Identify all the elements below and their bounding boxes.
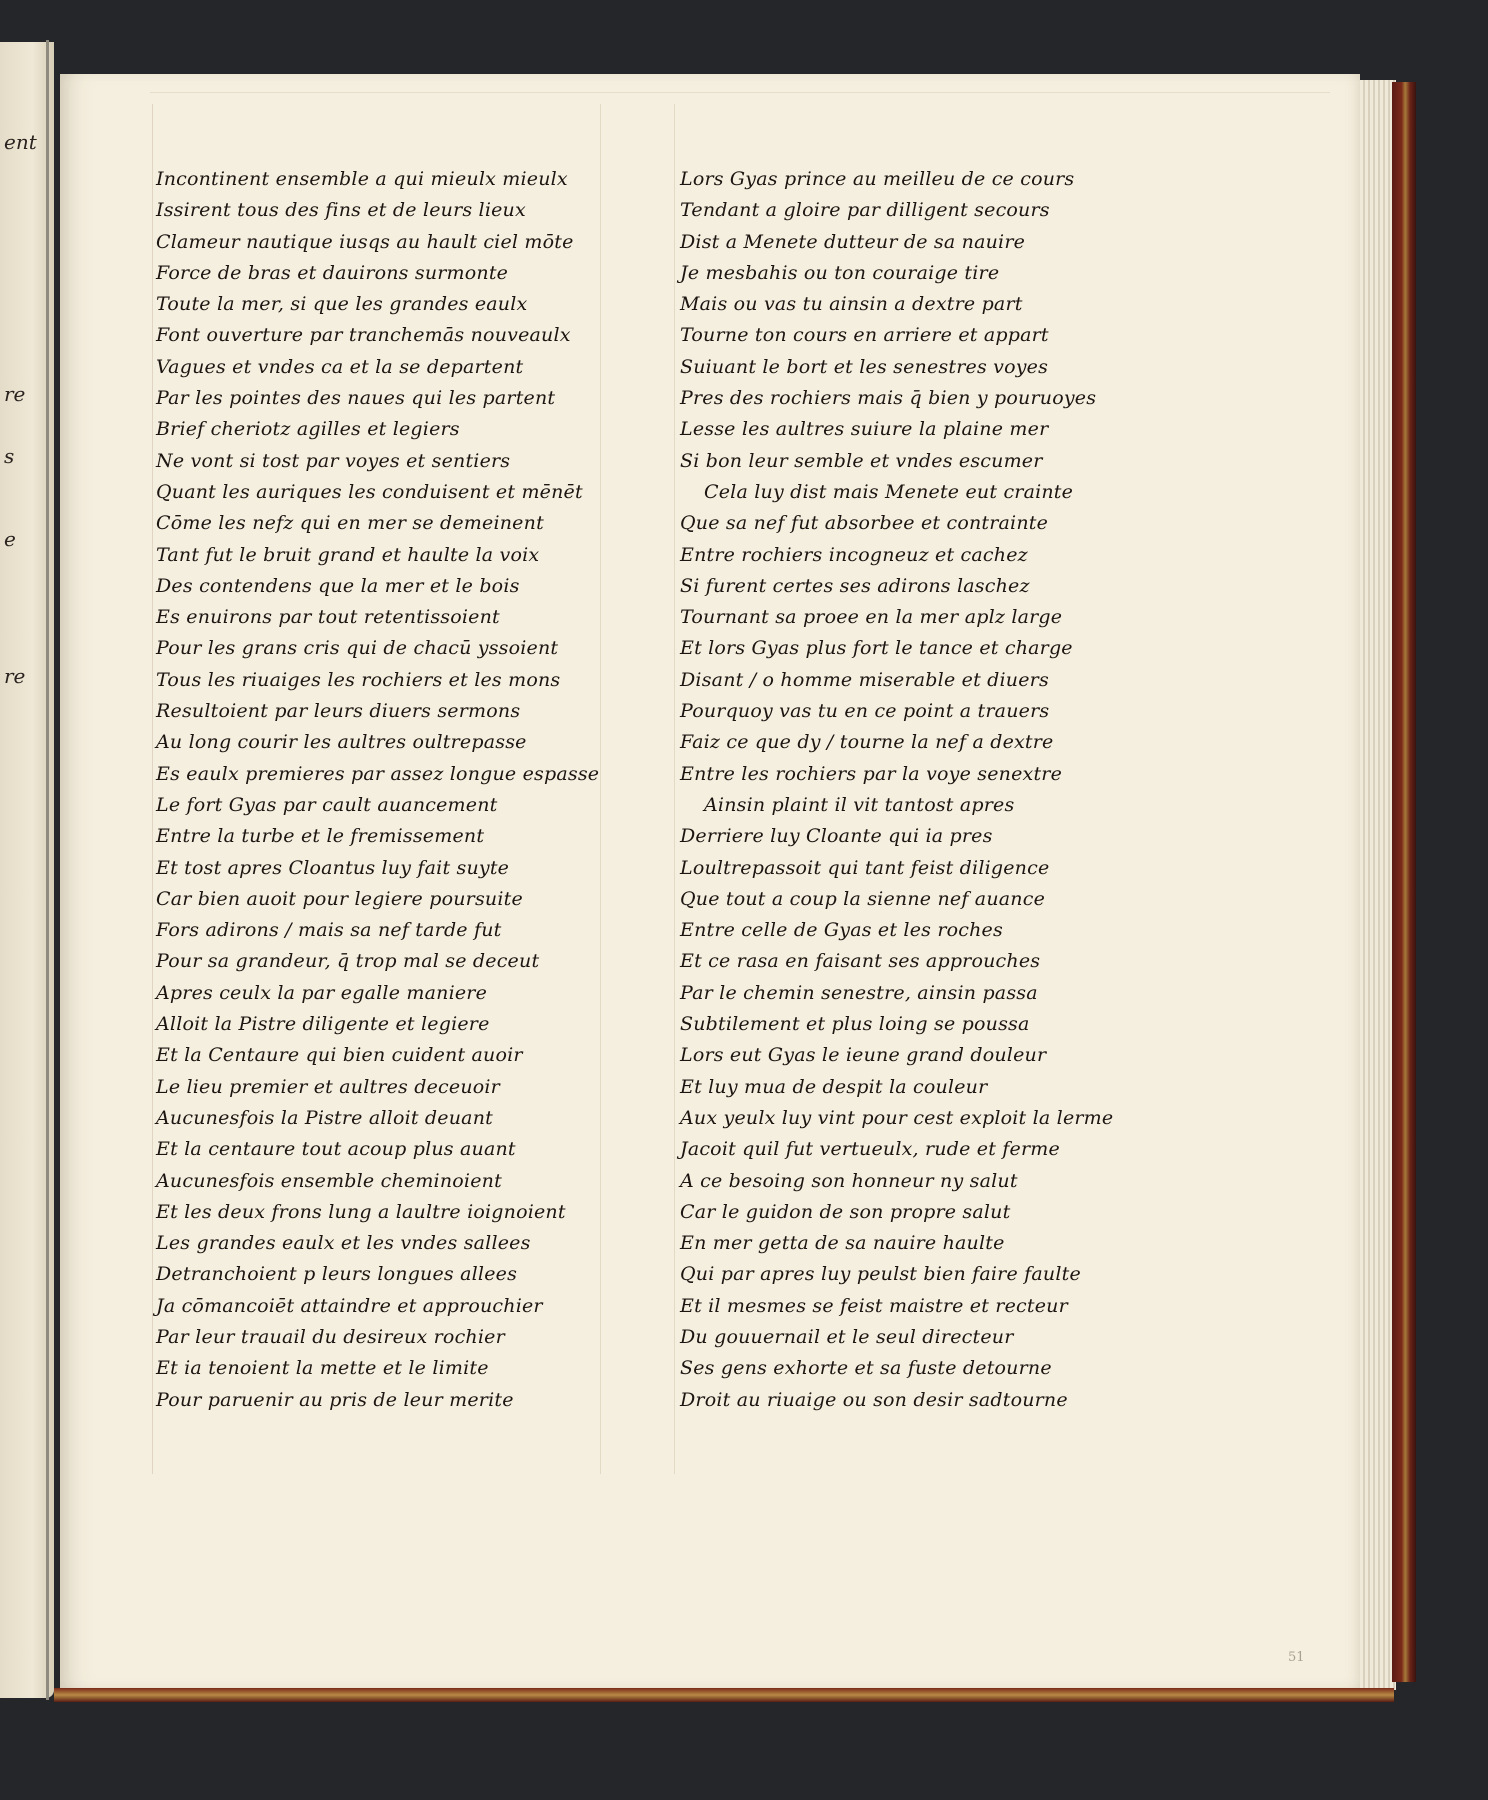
verse-line: Cela luy dist mais Menete eut crainte	[704, 480, 1074, 503]
verse-line: Tournant sa proee en la mer aplz large	[680, 606, 1063, 629]
page-stack-edge	[1360, 80, 1396, 1690]
verse-line: Et la Centaure qui bien cuident auoir	[156, 1044, 523, 1067]
verse-line: Par les pointes des naues qui les partent	[156, 387, 556, 410]
verse-line: Que tout a coup la sienne nef auance	[680, 887, 1046, 910]
verse-line: Qui par apres luy peulst bien faire faulte	[680, 1263, 1081, 1286]
facing-page-fragment: ent	[4, 130, 37, 154]
verse-line: A ce besoing son honneur ny salut	[680, 1169, 1018, 1192]
verse-line: Issirent tous des fins et de leurs lieux	[156, 199, 526, 222]
verse-line: Cōme les nefz qui en mer se demeinent	[156, 512, 544, 535]
verse-line: Lors eut Gyas le ieune grand douleur	[680, 1044, 1047, 1067]
verse-line: Alloit la Pistre diligente et legiere	[156, 1013, 490, 1036]
verse-line: Ainsin plaint il vit tantost apres	[704, 793, 1015, 816]
ruling-line	[150, 92, 1330, 93]
verse-line: Par le chemin senestre, ainsin passa	[680, 981, 1038, 1004]
verse-line: Entre rochiers incogneuz et cachez	[680, 543, 1028, 566]
verse-line: Du gouuernail et le seul directeur	[680, 1325, 1014, 1348]
facing-page-fragment: e	[4, 527, 16, 551]
verse-line: Force de bras et dauirons surmonte	[156, 261, 509, 284]
verse-line: En mer getta de sa nauire haulte	[680, 1232, 1005, 1255]
verse-line: Detranchoient p leurs longues allees	[156, 1263, 518, 1286]
verse-line: Tant fut le bruit grand et haulte la voix	[156, 543, 540, 566]
verse-line: Aucunesfois la Pistre alloit deuant	[156, 1106, 493, 1129]
verse-line: Par leur trauail du desireux rochier	[156, 1325, 505, 1348]
verse-line: Et luy mua de despit la couleur	[680, 1075, 988, 1098]
verse-line: Ne vont si tost par voyes et sentiers	[156, 449, 511, 472]
verse-line: Si bon leur semble et vndes escumer	[680, 449, 1043, 472]
verse-line: Jacoit quil fut vertueulx, rude et ferme	[680, 1138, 1060, 1161]
verse-line: Apres ceulx la par egalle maniere	[156, 981, 488, 1004]
verse-line: Pour paruenir au pris de leur merite	[156, 1388, 514, 1411]
verse-line: Entre la turbe et le fremissement	[156, 825, 485, 848]
verse-line: Subtilement et plus loing se poussa	[680, 1013, 1030, 1036]
verse-line: Tendant a gloire par dilligent secours	[680, 199, 1050, 222]
verse-line: Disant / o homme miserable et diuers	[680, 668, 1049, 691]
verse-line: Ses gens exhorte et sa fuste detourne	[680, 1357, 1052, 1380]
verse-line: Lors Gyas prince au meilleu de ce cours	[680, 168, 1075, 190]
verse-line: Le fort Gyas par cault auancement	[156, 793, 498, 816]
verse-line: Que sa nef fut absorbee et contrainte	[680, 512, 1049, 535]
verse-line: Es eaulx premieres par assez longue espasse	[156, 762, 600, 785]
verse-line: Loultrepassoit qui tant feist diligence	[680, 856, 1050, 879]
verse-line: Vagues et vndes ca et la se departent	[156, 355, 524, 378]
verse-line: Pour sa grandeur, q̄ trop mal se deceut	[156, 950, 540, 973]
folio-number: 51	[1288, 1650, 1305, 1665]
verse-line: Entre les rochiers par la voye senextre	[680, 762, 1063, 785]
verse-line: Aux yeulx luy vint pour cest exploit la lerme	[680, 1106, 1114, 1129]
verse-line: Des contendens que la mer et le bois	[156, 574, 520, 597]
verse-line: Derriere luy Cloante qui ia pres	[680, 825, 993, 848]
verse-line: Aucunesfois ensemble cheminoient	[156, 1169, 502, 1192]
verse-line: Font ouverture par tranchemās nouveaulx	[156, 324, 571, 347]
verse-line: Quant les auriques les conduisent et mēnēt	[156, 480, 583, 503]
verse-line: Le lieu premier et aultres deceuoir	[156, 1075, 500, 1098]
facing-page-fragment: s	[4, 444, 15, 468]
verse-line: Et lors Gyas plus fort le tance et charge	[680, 637, 1073, 660]
verse-line: Ja cōmancoiēt attaindre et approuchier	[156, 1294, 543, 1317]
verse-line: Car bien auoit pour legiere poursuite	[156, 887, 523, 910]
book-binding-bottom	[54, 1688, 1394, 1702]
verse-line: Et tost apres Cloantus luy fait suyte	[156, 856, 510, 879]
verse-line: Dist a Menete dutteur de sa nauire	[680, 230, 1026, 253]
verse-line: Droit au riuaige ou son desir sadtourne	[680, 1388, 1068, 1411]
verse-line: Clameur nautique iusqs au hault ciel mōte	[156, 230, 574, 253]
verse-line: Je mesbahis ou ton couraige tire	[680, 261, 1000, 284]
verse-line: Lesse les aultres suiure la plaine mer	[680, 418, 1049, 441]
verse-line: Et ia tenoient la mette et le limite	[156, 1357, 489, 1380]
ruling-line	[152, 104, 153, 1474]
verse-line: Es enuirons par tout retentissoient	[156, 606, 500, 629]
verse-line: Car le guidon de son propre salut	[680, 1200, 1011, 1223]
verse-line: Au long courir les aultres oultrepasse	[156, 731, 527, 754]
verse-line: Faiz ce que dy / tourne la nef a dextre	[680, 731, 1054, 754]
facing-page-fragment: re	[4, 382, 26, 406]
verse-line: Pourquoy vas tu en ce point a trauers	[680, 700, 1050, 723]
facing-page-fragment: re	[4, 664, 26, 688]
verse-line: Pres des rochiers mais q̄ bien y pouruoyes	[680, 387, 1097, 410]
book-gutter	[46, 40, 49, 1700]
verse-line: Resultoient par leurs diuers sermons	[156, 700, 521, 723]
verse-line: Brief cheriotz agilles et legiers	[156, 418, 460, 441]
verse-line: Et les deux frons lung a laultre ioignoient	[156, 1200, 566, 1223]
verse-line: Toute la mer, si que les grandes eaulx	[156, 293, 528, 316]
verse-line: Les grandes eaulx et les vndes sallees	[156, 1232, 531, 1255]
verse-line: Et la centaure tout acoup plus auant	[156, 1138, 516, 1161]
verse-line: Suiuant le bort et les senestres voyes	[680, 355, 1049, 378]
verse-line: Incontinent ensemble a qui mieulx mieulx	[156, 168, 568, 190]
book-binding-right	[1392, 82, 1416, 1682]
manuscript-page	[60, 74, 1360, 1688]
verse-line: Tourne ton cours en arriere et appart	[680, 324, 1049, 347]
verse-line: Mais ou vas tu ainsin a dextre part	[680, 293, 1023, 316]
verse-line: Et il mesmes se feist maistre et recteur	[680, 1294, 1068, 1317]
verse-line: Pour les grans cris qui de chacū yssoient	[156, 637, 559, 660]
verse-line: Si furent certes ses adirons laschez	[680, 574, 1030, 597]
verse-line: Et ce rasa en faisant ses approuches	[680, 950, 1041, 973]
verse-line: Entre celle de Gyas et les roches	[680, 919, 1003, 942]
verse-line: Fors adirons / mais sa nef tarde fut	[156, 919, 502, 942]
text-column-left	[156, 164, 686, 1416]
text-column-right	[680, 164, 1220, 1416]
verse-line: Tous les riuaiges les rochiers et les mons	[156, 668, 561, 691]
